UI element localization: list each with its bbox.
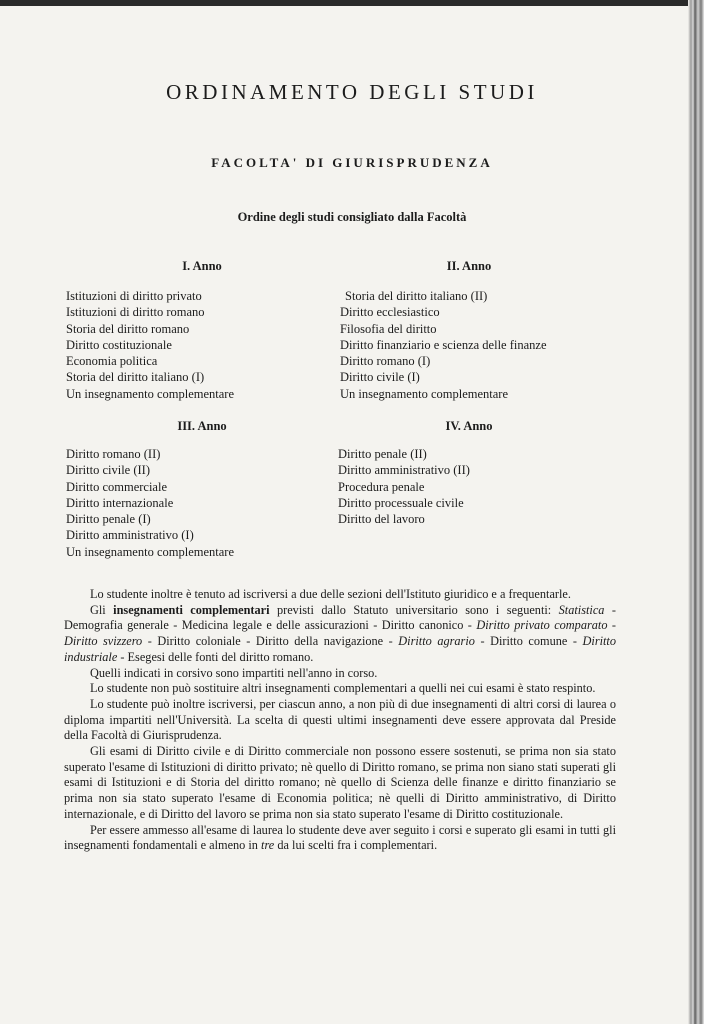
year-4-subjects	[338, 446, 470, 527]
paragraph-complementary	[64, 603, 616, 666]
text-run: - Demografia generale - Medicina legale e delle assicurazioni - Diritto canonico -	[64, 602, 616, 633]
subject-item: Diritto civile (I)	[340, 370, 420, 385]
subject-item: Istituzioni di diritto romano	[66, 305, 205, 320]
faculty-heading: FACOLTA' DI GIURISPRUDENZA	[211, 155, 493, 170]
paragraph-degree-exam	[64, 823, 616, 854]
subject-item: Diritto finanziario e scienza delle finanze	[340, 337, 547, 352]
text-run: - Esegesi delle fonti del diritto romano.	[117, 649, 314, 664]
paragraph-other-courses: Lo studente può inoltre iscriversi, per ciascun anno, a non più di due insegnamenti di altri corsi di laurea o diploma impartiti nell'Università. La scelta di questi ultimi insegnamenti deve essere approvata dal Preside della Facoltà di Giurisprudenza.	[64, 696, 616, 743]
page-title: ORDINAMENTO DEGLI STUDI	[166, 80, 538, 104]
regulations-text	[64, 587, 616, 854]
scan-top-edge	[0, 0, 704, 6]
year-2-heading: II. Anno	[446, 259, 492, 273]
paragraph-substitution: Lo studente non può sostituire altri insegnamenti complementari a quelli nei cui esami è stato respinto.	[90, 681, 596, 696]
subject-item: Diritto ecclesiastico	[340, 305, 440, 320]
subject-item: Diritto penale (I)	[66, 512, 151, 527]
italic-course: Statistica	[558, 602, 605, 617]
text-run: - Diritto comune -	[474, 634, 583, 649]
paragraph-exam-prerequisites: Gli esami di Diritto civile e di Diritto commerciale non possono essere sostenuti, se prima non sia stato superato l'esame di Istituzioni di diritto privato; nè quello di Diritto romano, se prima non siano stati superati gli esami di Istituzioni e di Storia del diritto romano; nè quello di Scienza delle finanze e diritto finanziario se prima non sia stato superato l'esame di Economia politica; nè quelli di Diritto amministrativo, di Diritto internazionale, e di Diritto del lavoro se prima non sia stato superato l'esame di Diritto costituzionale.	[64, 744, 616, 821]
year-3-subjects	[66, 446, 234, 560]
bold-term: insegnamenti complementari	[113, 602, 270, 617]
year-1-heading: I. Anno	[182, 259, 222, 273]
text-run: - Diritto coloniale - Diritto della navigazione -	[142, 634, 399, 649]
text-run: previsti dallo Statuto universitario sono i seguenti:	[276, 602, 552, 617]
subject-item: Procedura penale	[338, 479, 425, 494]
subject-item: Storia del diritto italiano (I)	[66, 370, 205, 385]
subject-item: Diritto romano (I)	[340, 354, 431, 369]
year-1-subjects	[66, 288, 234, 402]
year-3-heading: III. Anno	[177, 419, 227, 433]
italic-course: Diritto agrario	[398, 634, 475, 649]
text-run: Gli	[90, 602, 106, 617]
italic-course: Diritto svizzero	[64, 634, 143, 649]
text-run: Per essere ammesso all'esame di laurea lo studente deve aver seguito i corsi e superato gli esami in tutti gli insegnamenti fondamentali e almeno in	[64, 822, 616, 853]
italic-course: Diritto industriale	[64, 634, 616, 664]
text-run: da lui scelti fra i complementari.	[277, 838, 438, 853]
order-heading: Ordine degli studi consigliato dalla Facoltà	[237, 210, 467, 224]
year-4-heading: IV. Anno	[445, 419, 493, 433]
subject-item: Diritto del lavoro	[338, 512, 425, 527]
italic-word: tre	[261, 838, 275, 853]
subject-item: Storia del diritto romano	[66, 321, 190, 336]
subject-item: Diritto costituzionale	[66, 337, 172, 352]
paragraph-sections: Lo studente inoltre è tenuto ad iscriversi a due delle sezioni dell'Istituto giuridico e a frequentarle.	[90, 587, 571, 601]
subject-item: Diritto amministrativo (II)	[338, 463, 470, 478]
subject-item: Un insegnamento complementare	[66, 544, 234, 559]
text-run: -	[607, 618, 617, 633]
subject-item: Diritto amministrativo (I)	[66, 528, 194, 543]
subject-item: Economia politica	[66, 354, 158, 369]
subject-item: Filosofia del diritto	[340, 321, 437, 336]
subject-item: Un insegnamento complementare	[66, 386, 234, 401]
subject-item: Istituzioni di diritto privato	[66, 289, 202, 303]
subject-item: Diritto commerciale	[66, 479, 168, 494]
subject-item: Storia del diritto italiano (II)	[345, 289, 488, 303]
italic-course: Diritto privato comparato	[476, 618, 608, 633]
subject-item: Diritto civile (II)	[66, 463, 150, 478]
subject-item: Un insegnamento complementare	[340, 386, 508, 401]
subject-item: Diritto penale (II)	[338, 447, 427, 461]
subject-item: Diritto processuale civile	[338, 495, 464, 510]
paragraph-italic-note: Quelli indicati in corsivo sono impartiti nell'anno in corso.	[90, 665, 378, 680]
subject-item: Diritto romano (II)	[66, 447, 161, 461]
year-2-subjects	[340, 288, 547, 402]
scan-binding-edge	[688, 0, 704, 1024]
subject-item: Diritto internazionale	[66, 495, 174, 510]
